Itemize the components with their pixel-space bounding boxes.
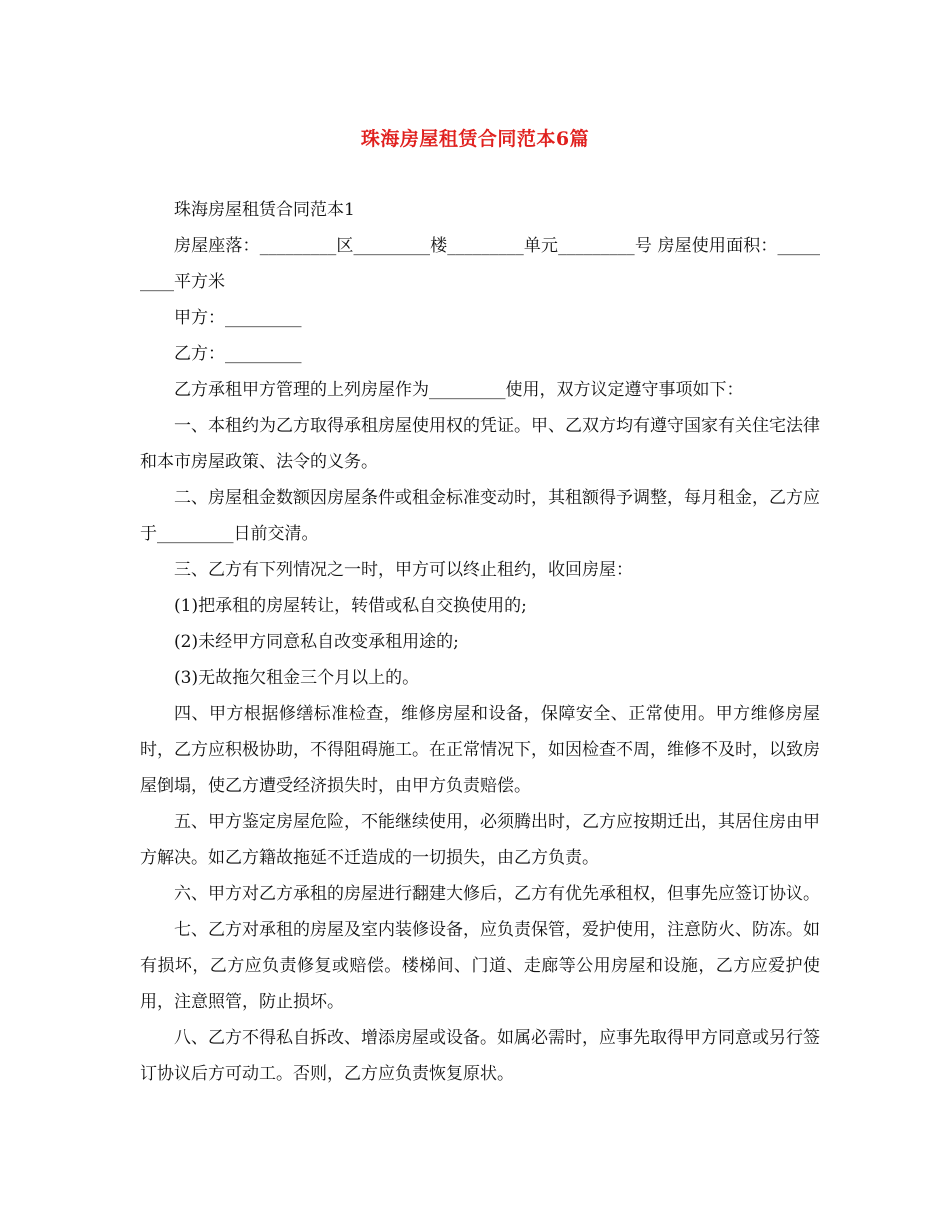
party-b-line: 乙方：_________: [174, 344, 302, 364]
clause-4: 四、甲方根据修缮标准检查，维修房屋和设备，保障安全、正常使用。甲方维修房屋时，乙方应积极协助，不得阻碍施工。在正常情况下，如因检查不周，维修不及时，以致房屋倒塌，使乙方遭受经济损失时，由甲方负责赔偿。: [140, 704, 820, 796]
clause-8: 八、乙方不得私自拆改、增添房屋或设备。如属必需时，应事先取得甲方同意或另行签订协议后方可动工。否则，乙方应负责恢复原状。: [140, 1028, 820, 1084]
clause-2: 二、房屋租金数额因房屋条件或租金标准变动时，其租额得予调整，每月租金，乙方应于_________日前交清。: [140, 488, 820, 544]
property-location-line: 房屋座落：_________区_________楼_________单元_________号 房屋使用面积：_________平方米: [140, 236, 820, 292]
clause-1: 一、本租约为乙方取得承租房屋使用权的凭证。甲、乙双方均有遵守国家有关住宅法律和本市房屋政策、法令的义务。: [140, 416, 820, 472]
section-heading: 珠海房屋租赁合同范本1: [174, 200, 355, 220]
document-body: [140, 192, 820, 1092]
clause-3-item-1: (1)把承租的房屋转让，转借或私自交换使用的;: [174, 596, 527, 616]
clause-3: 三、乙方有下列情况之一时，甲方可以终止租约，收回房屋：: [174, 560, 633, 580]
clause-3-item-3: (3)无故拖欠租金三个月以上的。: [174, 668, 420, 688]
clause-6: 六、甲方对乙方承租的房屋进行翻建大修后，乙方有优先承租权，但事先应签订协议。: [174, 884, 820, 904]
clause-7: 七、乙方对承租的房屋及室内装修设备，应负责保管，爱护使用，注意防火、防冻。如有损坏，乙方应负责修复或赔偿。楼梯间、门道、走廊等公用房屋和设施，乙方应爱护使用，注意照管，防止损坏。: [140, 920, 820, 1012]
clause-3-item-2: (2)未经甲方同意私自改变承租用途的;: [174, 632, 459, 652]
intro-paragraph: 乙方承租甲方管理的上列房屋作为_________使用，双方议定遵守事项如下：: [174, 380, 744, 400]
party-a-line: 甲方：_________: [174, 308, 302, 328]
clause-5: 五、甲方鉴定房屋危险，不能继续使用，必须腾出时，乙方应按期迁出，其居住房由甲方解决。如乙方籍故拖延不迁造成的一切损失，由乙方负责。: [140, 812, 820, 868]
document-title: 珠海房屋租赁合同范本6篇: [360, 128, 590, 150]
